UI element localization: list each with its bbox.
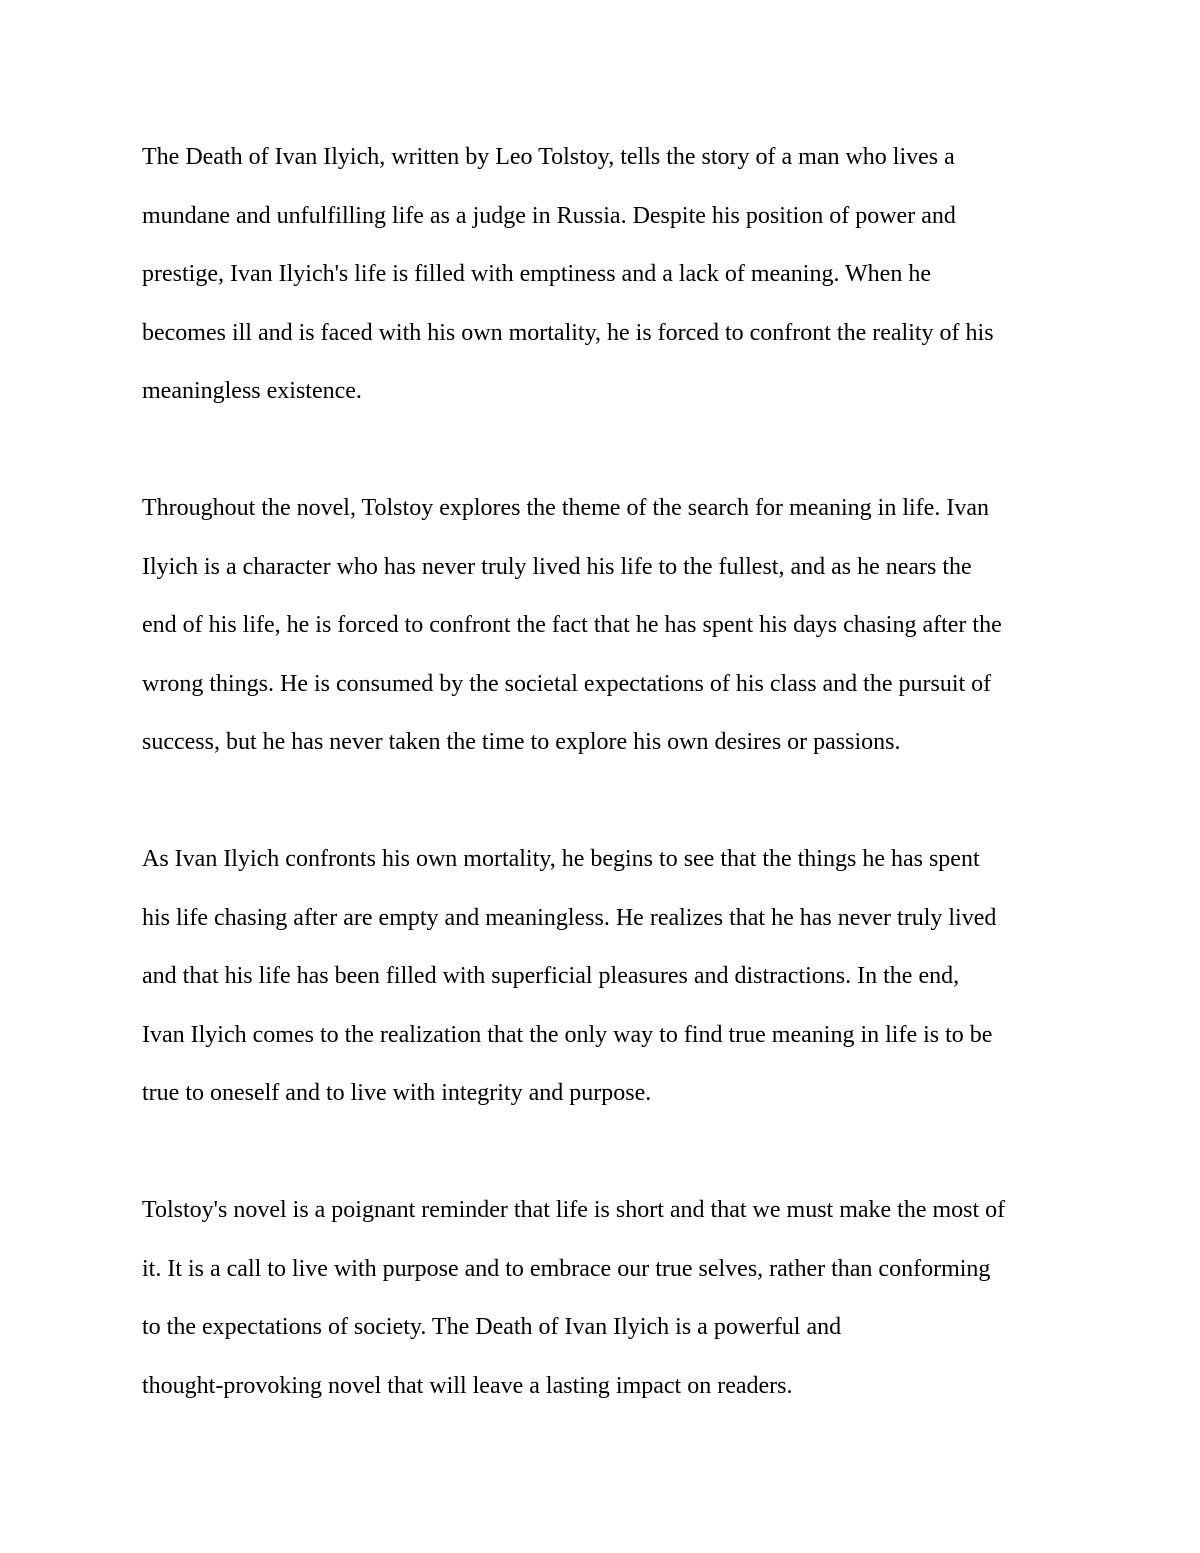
text-line: thought-provoking novel that will leave a lasting impact on readers. (142, 1372, 793, 1399)
text-line: end of his life, he is forced to confront the fact that he has spent his days chasing after the (142, 612, 1002, 638)
text-line: The Death of Ivan Ilyich, written by Leo Tolstoy, tells the story of a man who lives a (142, 144, 955, 170)
text-line: true to oneself and to live with integrity and purpose. (142, 1080, 652, 1106)
paragraph-2 (142, 479, 1072, 772)
text-line: and that his life has been filled with superficial pleasures and distractions. In the end, (142, 963, 960, 989)
text-line: Ivan Ilyich comes to the realization that the only way to find true meaning in life is to be (142, 1021, 993, 1048)
paragraph-4 (142, 1181, 1072, 1415)
text-line: it. It is a call to live with purpose and to embrace our true selves, rather than conforming (142, 1255, 991, 1282)
text-line: Throughout the novel, Tolstoy explores the theme of the search for meaning in life. Ivan (142, 495, 989, 521)
text-line: success, but he has never taken the time to explore his own desires or passions. (142, 729, 901, 755)
text-line: wrong things. He is consumed by the societal expectations of his class and the pursuit of (142, 670, 992, 697)
text-line: As Ivan Ilyich confronts his own mortality, he begins to see that the things he has spent (142, 846, 980, 872)
text-line: mundane and unfulfilling life as a judge in Russia. Despite his position of power and (142, 202, 956, 229)
text-line: prestige, Ivan Ilyich's life is filled with emptiness and a lack of meaning. When he (142, 261, 931, 287)
text-line: Ilyich is a character who has never truly lived his life to the fullest, and as he nears the (142, 553, 972, 580)
text-line: becomes ill and is faced with his own mortality, he is forced to confront the reality of his (142, 319, 994, 346)
text-line: his life chasing after are empty and meaningless. He realizes that he has never truly lived (142, 904, 997, 931)
paragraph-1 (142, 128, 1072, 421)
text-line: meaningless existence. (142, 378, 362, 404)
paragraph-3 (142, 830, 1072, 1123)
text-line: Tolstoy's novel is a poignant reminder that life is short and that we must make the most of (142, 1197, 1006, 1223)
document-body (142, 128, 1072, 1474)
text-line: to the expectations of society. The Death of Ivan Ilyich is a powerful and (142, 1314, 842, 1340)
